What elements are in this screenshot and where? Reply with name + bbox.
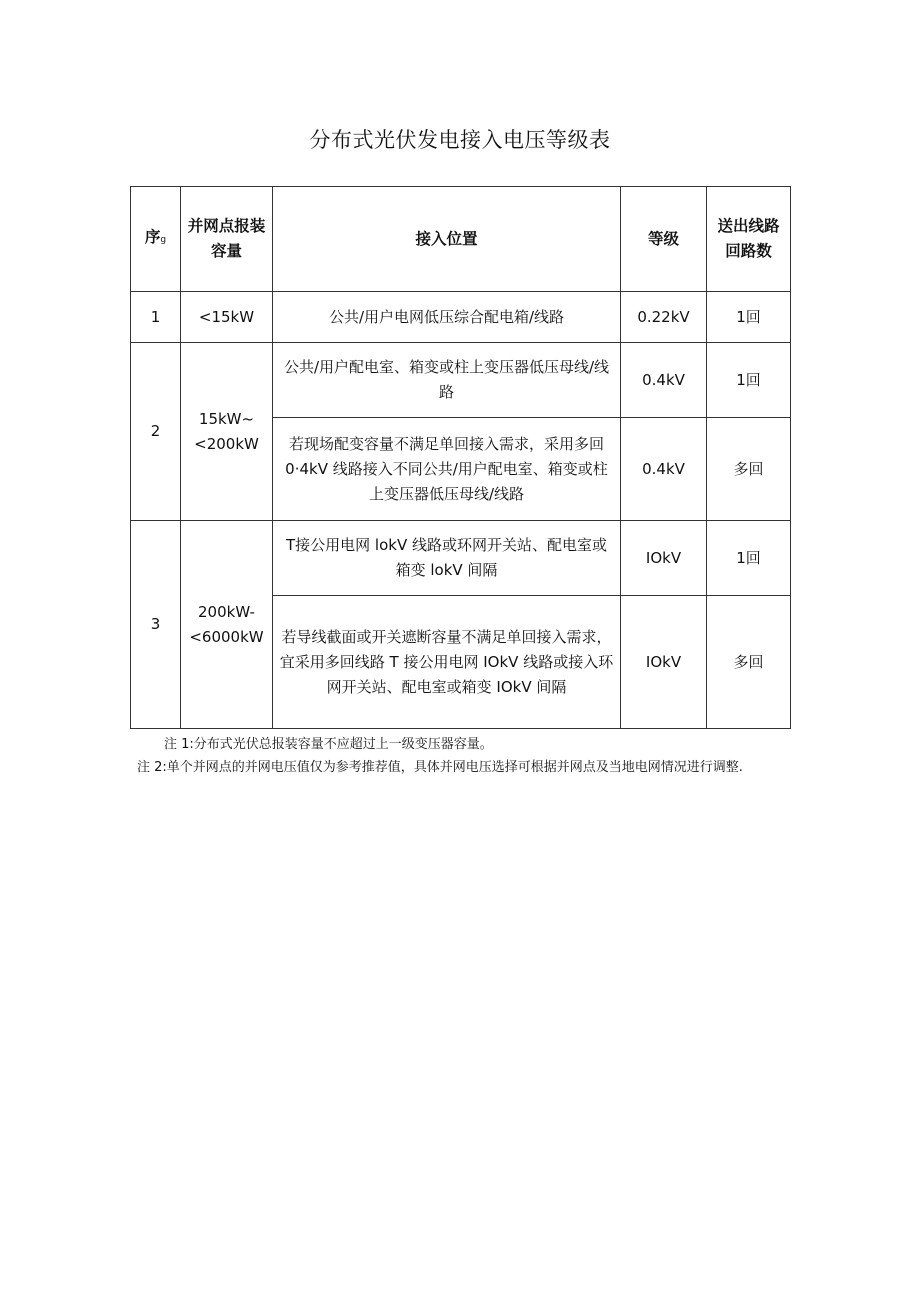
page-title: 分布式光伏发电接入电压等级表 xyxy=(309,128,611,152)
row3-capacity: 200kW-<6000kW xyxy=(181,521,273,729)
row1-seq: 1 xyxy=(131,292,181,343)
header-seq-suffix: g xyxy=(160,235,167,245)
row2a-circuits: 1回 xyxy=(707,343,791,418)
table-notes xyxy=(0,733,920,779)
row2a-position: 公共/用户配电室、箱变或柱上变压器低压母线/线路 xyxy=(273,343,621,418)
header-circuits: 送出线路回路数 xyxy=(707,187,791,292)
row1-circuits: 1回 xyxy=(707,292,791,343)
row2-capacity: 15kW~<200kW xyxy=(181,343,273,521)
row2a-level: 0.4kV xyxy=(621,343,707,418)
row3b-level: IOkV xyxy=(621,596,707,729)
row2-seq: 2 xyxy=(131,343,181,521)
row2b-circuits: 多回 xyxy=(707,418,791,521)
header-seq-label: 序 xyxy=(144,228,161,246)
header-capacity: 并网点报装容量 xyxy=(181,187,273,292)
table-header-row xyxy=(131,187,791,292)
row1-position: 公共/用户电网低压综合配电箱/线路 xyxy=(273,292,621,343)
table-row xyxy=(131,521,791,596)
row1-capacity: <15kW xyxy=(181,292,273,343)
table-row xyxy=(131,292,791,343)
voltage-grade-table xyxy=(130,186,791,729)
row3-seq: 3 xyxy=(131,521,181,729)
note-2: 注 2:单个并网点的并网电压值仅为参考推荐值，具体并网电压选择可根据并网点及当地电网情况进行调整. xyxy=(137,760,743,775)
row2b-position: 若现场配变容量不满足单回接入需求，采用多回 0·4kV 线路接入不同公共/用户配电室、箱变或柱上变压器低压母线/线路 xyxy=(273,418,621,521)
row3b-position: 若导线截面或开关遮断容量不满足单回接入需求，宜采用多回线路 T 接公用电网 IOkV 线路或接入环网开关站、配电室或箱变 IOkV 间隔 xyxy=(273,596,621,729)
row3a-circuits: 1回 xyxy=(707,521,791,596)
row2b-level: 0.4kV xyxy=(621,418,707,521)
row3b-circuits: 多回 xyxy=(707,596,791,729)
row3a-level: IOkV xyxy=(621,521,707,596)
note-1: 注 1:分布式光伏总报装容量不应超过上一级变压器容量。 xyxy=(164,737,493,752)
row3a-position: T接公用电网 lokV 线路或环网开关站、配电室或箱变 lokV 间隔 xyxy=(273,521,621,596)
header-seq xyxy=(131,187,181,292)
header-level: 等级 xyxy=(621,187,707,292)
header-position: 接入位置 xyxy=(273,187,621,292)
row1-level: 0.22kV xyxy=(621,292,707,343)
table-row xyxy=(131,343,791,418)
